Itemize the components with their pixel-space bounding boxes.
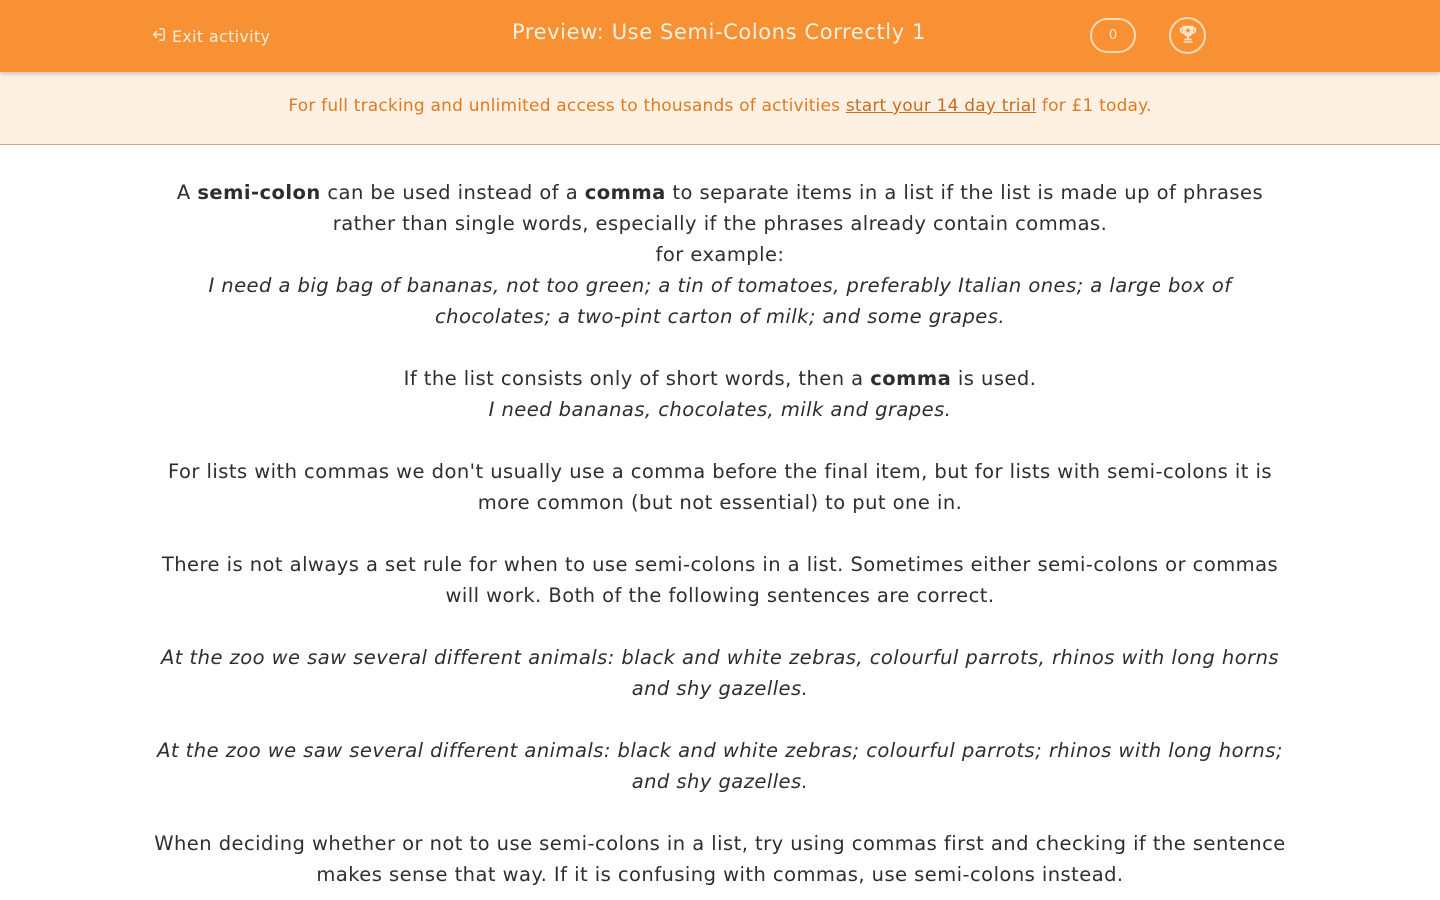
term-comma: comma	[584, 181, 666, 204]
banner-text-after: for £1 today.	[1036, 96, 1152, 116]
for-example-label: for example:	[655, 243, 785, 266]
intro-paragraph	[150, 177, 1290, 239]
top-bar	[0, 0, 1440, 72]
exit-activity-label: Exit activity	[172, 26, 271, 46]
intro-text-3: to separate items in a list if the list is made up of phrases rather than single words, especially if the phrases already contain commas.	[332, 181, 1264, 235]
short-words-text-2: is used.	[951, 367, 1037, 390]
spacer	[150, 518, 1290, 549]
final-item-paragraph: For lists with commas we don't usually use a comma before the final item, but for lists with semi-colons it is more common (but not essential) to put one in.	[168, 460, 1272, 514]
trophy-button[interactable]	[1169, 17, 1206, 54]
intro-text-1: A	[176, 181, 198, 204]
term-semi-colon: semi-colon	[197, 181, 321, 204]
score-counter: 0	[1090, 18, 1136, 53]
page-title-text: Preview: Use Semi-Colons Correctly 1	[511, 20, 927, 44]
deciding-paragraph: When deciding whether or not to use semi-colons in a list, try using commas first and checking if the sentence makes sense that way. If it is confusing with commas, use semi-colons instead.	[154, 832, 1286, 886]
spacer	[150, 425, 1290, 456]
zoo-commas-example: At the zoo we saw several different animals: black and white zebras, colourful parrots, rhinos with long horns and shy gazelles.	[161, 646, 1279, 700]
spacer	[150, 797, 1290, 828]
spacer	[150, 611, 1290, 642]
short-words-text-1: If the list consists only of short words, then a	[403, 367, 871, 390]
spacer	[150, 704, 1290, 735]
example-semicolon-list: I need a big bag of bananas, not too green; a tin of tomatoes, preferably Italian ones; a large box of chocolates; a two-pint carton of milk; and some grapes.	[208, 274, 1232, 328]
spacer	[150, 332, 1290, 363]
trial-banner	[0, 72, 1440, 145]
start-trial-link[interactable]: start your 14 day trial	[845, 96, 1037, 116]
intro-text-2: can be used instead of a	[320, 181, 585, 204]
banner-text-before: For full tracking and unlimited access to thousands of activities	[288, 96, 846, 116]
zoo-semicolons-example: At the zoo we saw several different animals: black and white zebras; colourful parrots; rhinos with long horns; and shy gazelles.	[157, 739, 1283, 793]
trophy-icon	[1177, 23, 1199, 49]
no-rule-paragraph: There is not always a set rule for when to use semi-colons in a list. Sometimes either semi-colons or commas will work. Both of the following sentences are correct.	[161, 553, 1279, 607]
example-comma-list: I need bananas, chocolates, milk and grapes.	[488, 398, 952, 421]
page-title	[0, 20, 1440, 44]
short-words-paragraph	[150, 363, 1290, 394]
lesson-content	[150, 177, 1290, 890]
term-comma-2: comma	[870, 367, 952, 390]
